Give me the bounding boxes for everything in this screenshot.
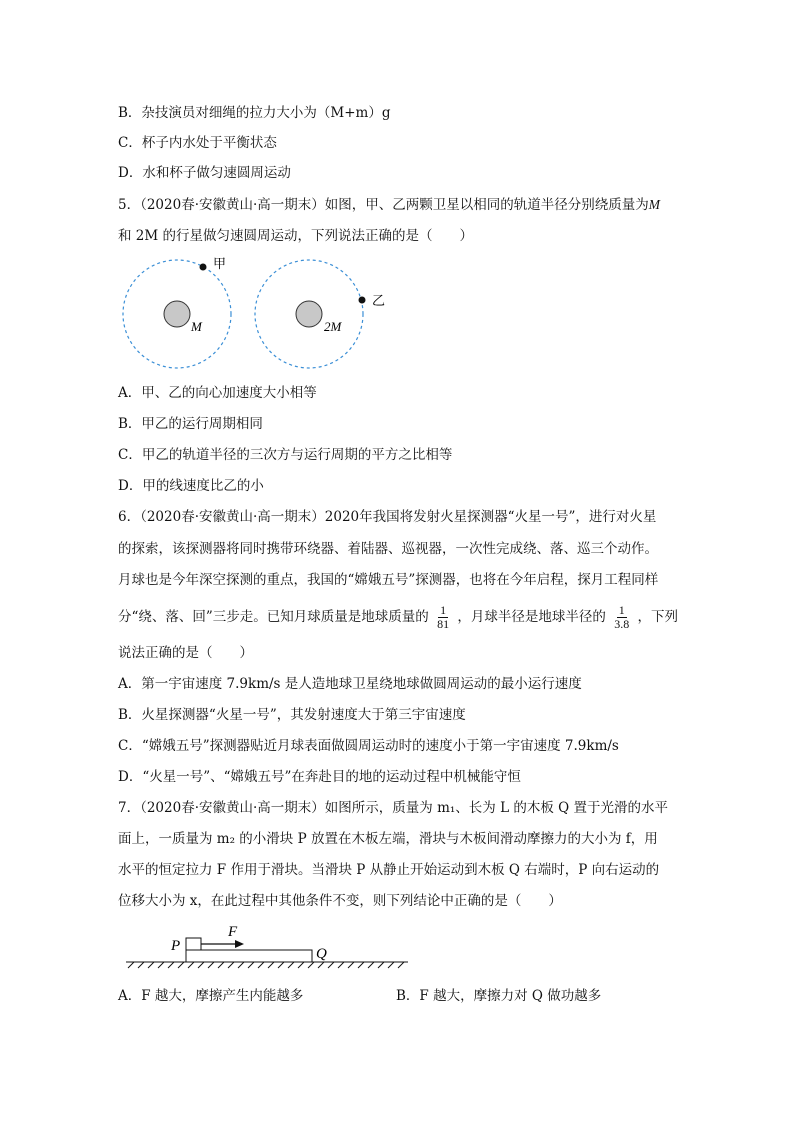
q6-stem-line1: 6．（2020春·安徽黄山·高一期末）2020年我国将发射火星探测器“火星一号”，进行对火星 — [118, 509, 657, 525]
q7-figure-board-block — [118, 918, 418, 978]
q5-option-a: A．甲、乙的向心加速度大小相等 — [118, 385, 317, 401]
q6-stem-text4a: 分“绕、落、回”三步走。已知月球质量是地球质量的 — [118, 609, 429, 625]
fraction-mass-ratio — [435, 604, 451, 631]
planet-right — [296, 301, 322, 327]
q4-option-b: B．杂技演员对细绳的拉力大小为（M+m）g — [118, 105, 391, 121]
fraction-radius-den: 3.8 — [614, 617, 630, 631]
force-arrow-head — [235, 940, 244, 948]
q6-stem-line4 — [118, 603, 678, 631]
q6-option-b: B．火星探测器“火星一号”，其发射速度大于第三宇宙速度 — [118, 707, 466, 723]
q6-stem-line2: 的探索，该探测器将同时携带环绕器、着陆器、巡视器，一次性完成绕、落、巡三个动作。 — [118, 541, 658, 557]
satellite-jia — [200, 264, 207, 271]
fraction-radius-num: 1 — [618, 603, 625, 617]
q6-stem-text4c: ，下列 — [637, 609, 678, 625]
label-p: P — [171, 938, 181, 954]
q4-option-d: D．水和杯子做匀速圆周运动 — [118, 165, 291, 181]
q5-option-c: C．甲乙的轨道半径的三次方与运行周期的平方之比相等 — [118, 447, 453, 463]
q6-option-c: C．“嫦娥五号”探测器贴近月球表面做圆周运动时的速度小于第一宇宙速度 7.9km/s — [118, 738, 619, 754]
q7-option-b: B．F 越大，摩擦力对 Q 做功越多 — [396, 988, 602, 1004]
ground-hatching — [126, 962, 408, 968]
planet-left — [164, 301, 190, 327]
planet-left-label: M — [191, 319, 202, 334]
satellite-yi-label: 乙 — [372, 293, 386, 308]
q5-stem-text1: 5．（2020春·安徽黄山·高一期末）如图，甲、乙两颗卫星以相同的轨道半径分别绕质量为 — [118, 197, 649, 213]
q7-stem-line4: 位移大小为 x，在此过程中其他条件不变，则下列结论中正确的是（ ） — [118, 893, 562, 909]
q5-option-d: D．甲的线速度比乙的小 — [118, 478, 264, 494]
label-f: F — [228, 924, 238, 940]
satellite-yi — [359, 297, 366, 304]
label-q: Q — [316, 946, 327, 962]
block-p — [186, 938, 201, 950]
q6-stem-line5: 说法正确的是（ ） — [118, 645, 253, 661]
fraction-radius-ratio — [612, 604, 631, 631]
fraction-mass-num: 1 — [440, 603, 447, 617]
q5-option-b: B．甲乙的运行周期相同 — [118, 416, 263, 432]
planet-right-label: 2M — [324, 319, 342, 334]
q7-stem-line1: 7．（2020春·安徽黄山·高一期末）如图所示，质量为 m₁、长为 L 的木板 Q 置于光滑的水平 — [118, 800, 668, 816]
q6-option-d: D．“火星一号”、“嫦娥五号”在奔赴目的地的运动过程中机械能守恒 — [118, 769, 521, 785]
q5-stem-line1 — [118, 195, 660, 215]
q5-stem-var: M — [648, 197, 661, 212]
q5-figure-orbits — [118, 252, 408, 382]
q6-option-a: A．第一宇宙速度 7.9km/s 是人造地球卫星绕地球做圆周运动的最小运行速度 — [118, 676, 582, 692]
q6-stem-line3: 月球也是今年深空探测的重点，我国的“嫦娥五号”探测器，也将在今年启程，探月工程同样 — [118, 572, 659, 588]
board-q — [186, 950, 312, 962]
q7-stem-line3: 水平的恒定拉力 F 作用于滑块。当滑块 P 从静止开始运动到木板 Q 右端时，P 向右运动的 — [118, 862, 660, 878]
satellite-jia-label: 甲 — [213, 256, 227, 271]
q5-stem-line2: 和 2M 的行星做匀速圆周运动，下列说法正确的是（ ） — [118, 228, 473, 244]
q6-stem-text4b: ，月球半径是地球半径的 — [457, 609, 606, 625]
q4-option-c: C．杯子内水处于平衡状态 — [118, 135, 277, 151]
q7-option-a: A．F 越大，摩擦产生内能越多 — [118, 988, 304, 1004]
q7-stem-line2: 面上，一质量为 m₂ 的小滑块 P 放置在木板左端，滑块与木板间滑动摩擦力的大小为 f，用 — [118, 831, 658, 847]
fraction-mass-den: 81 — [437, 617, 450, 631]
